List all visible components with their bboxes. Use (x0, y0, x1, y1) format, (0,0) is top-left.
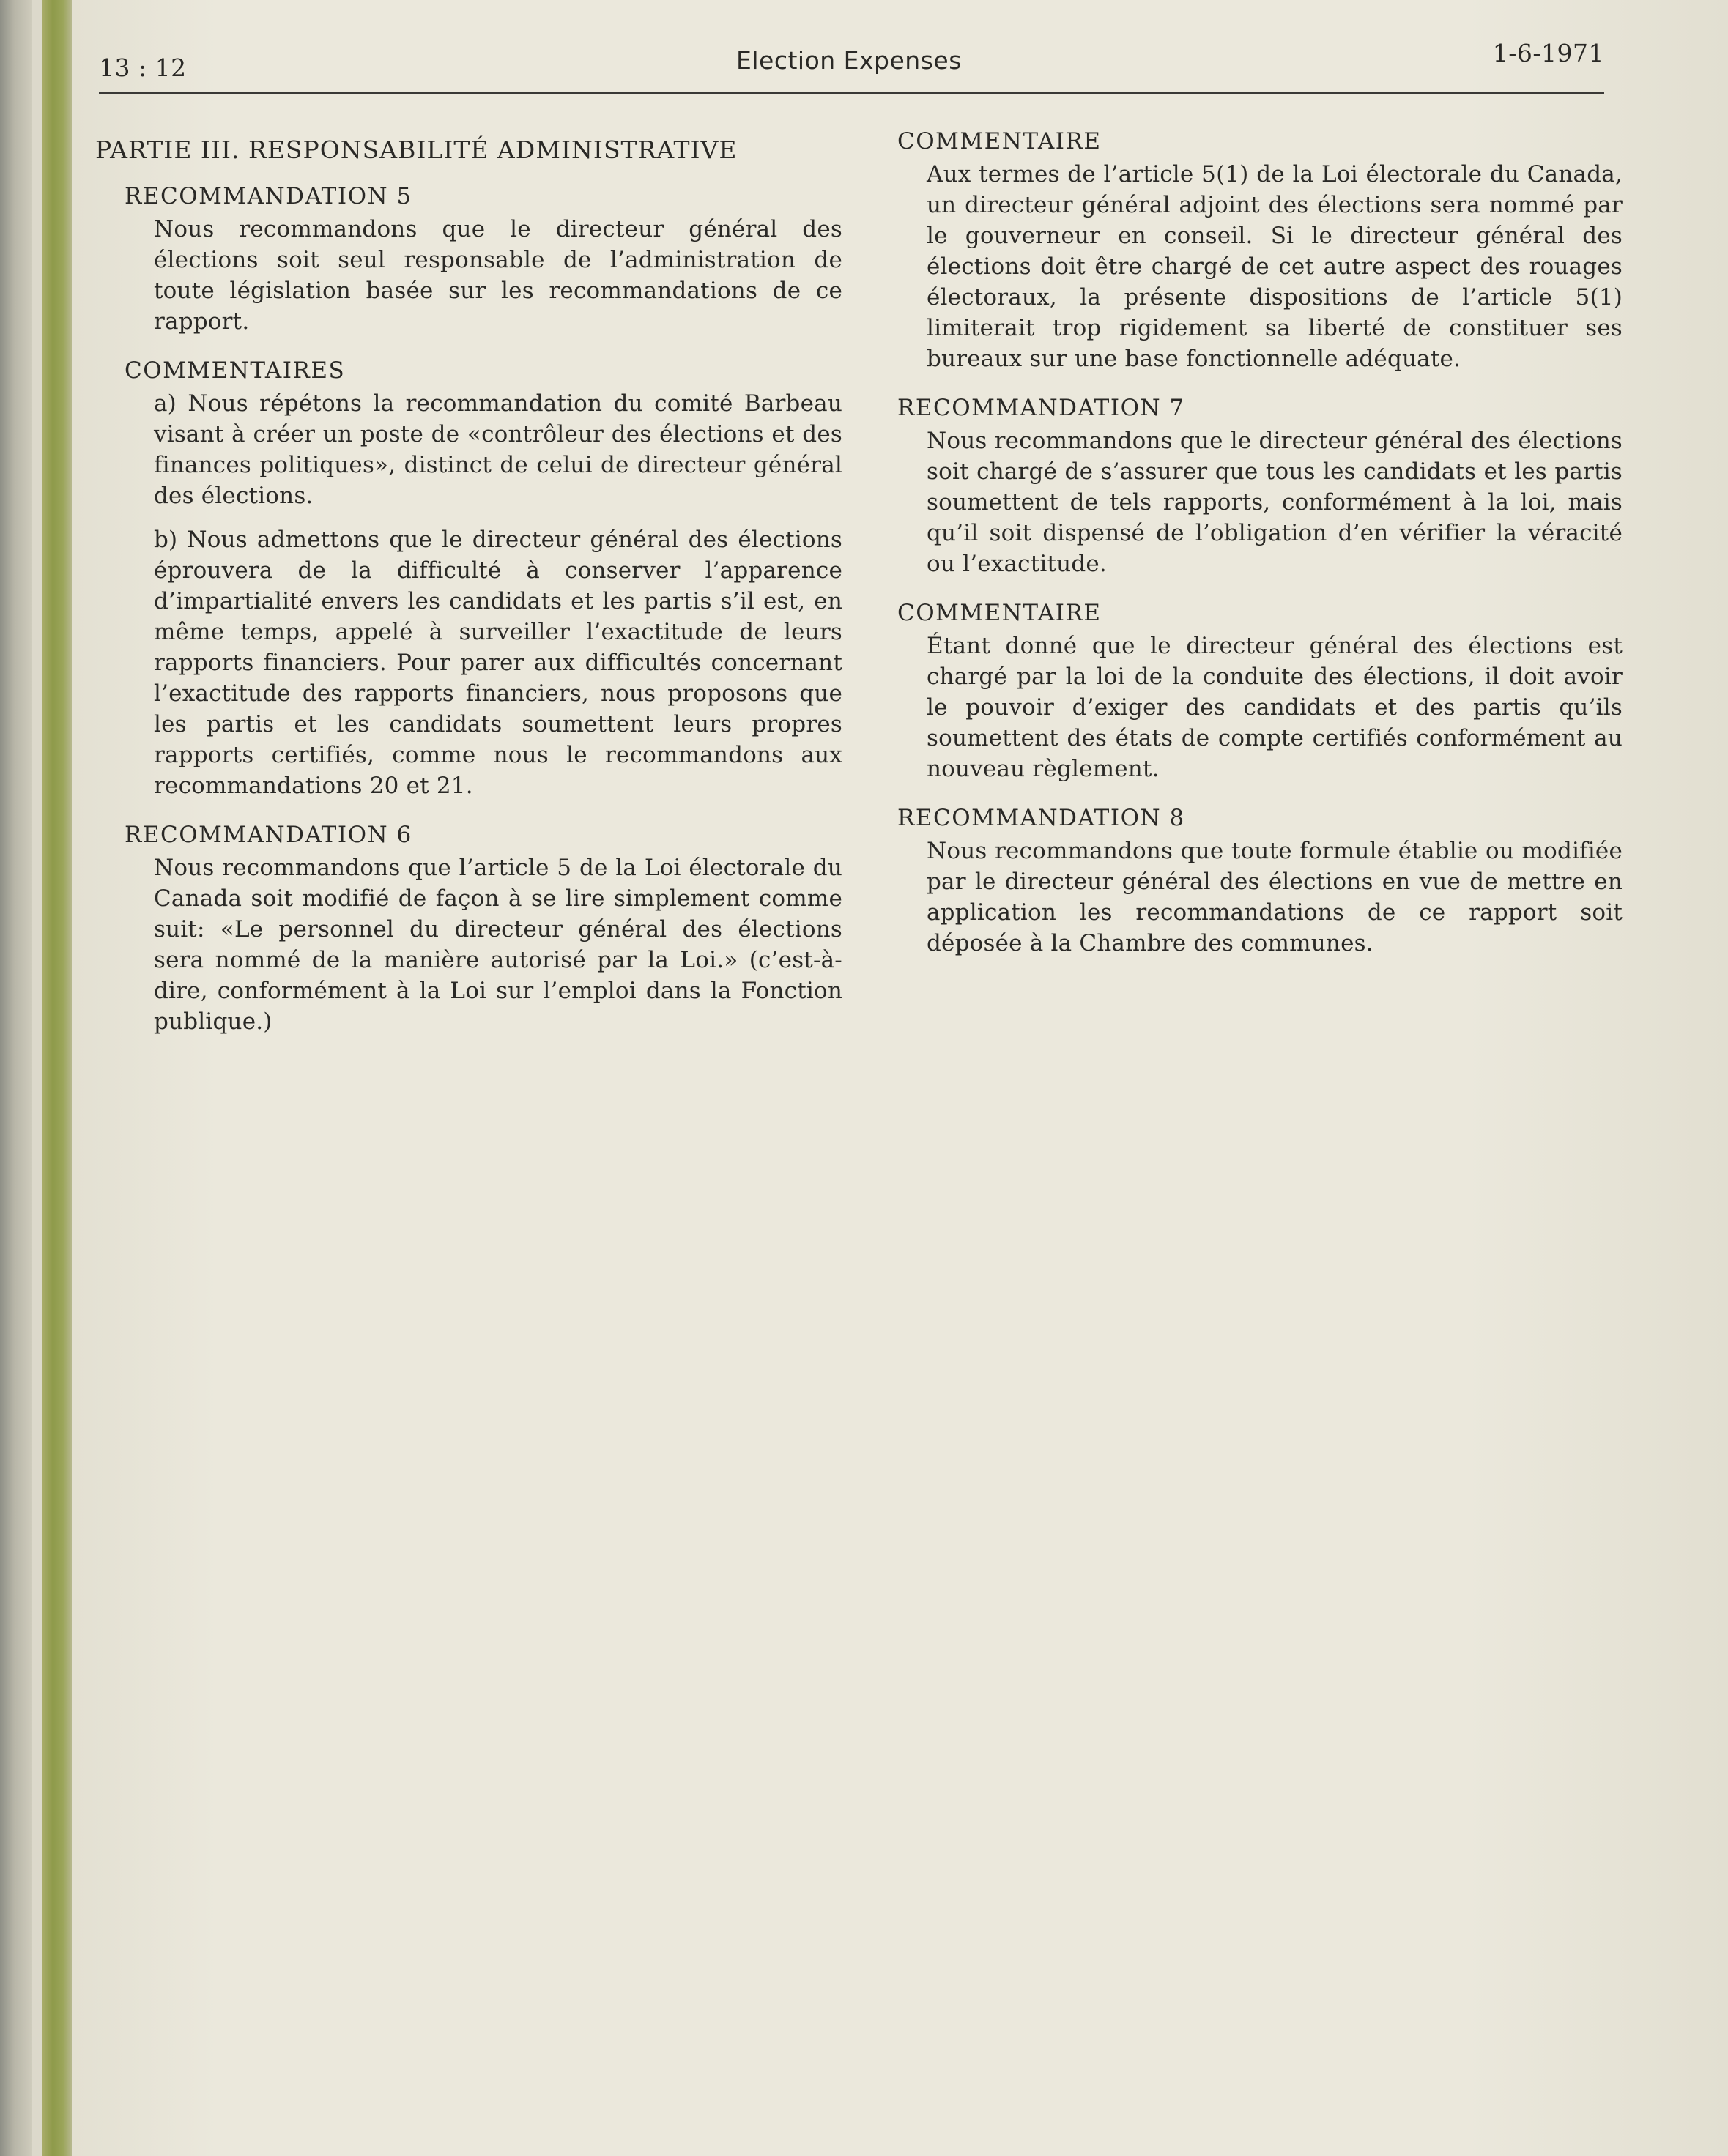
recommendation-7-text: Nous recommandons que le directeur général des élections soit chargé de s’assurer que tous les candidats et les partis soumettent de tels rapports, conformément à la loi, mais qu’il soit dispensé de l’obligation d’en vérifier la véracité ou l’exactitude. (927, 428, 1623, 577)
recommendation-8-heading: RECOMMANDATION 8 (897, 805, 1185, 831)
comment-heading-1: COMMENTAIRE (897, 128, 1102, 155)
recommendation-5-heading: RECOMMANDATION 5 (125, 183, 412, 209)
comment-text-1: Aux termes de l’article 5(1) de la Loi électorale du Canada, un directeur général adjoint des élections sera nommé par le gouverneur en conseil. Si le directeur général des élections doit être chargé de cet autre aspect des rouages électoraux, la présente dispositions de l’article 5(1) limiterait trop rigidement sa liberté de constituer ses bureaux sur une base fonctionnelle adéquate. (927, 161, 1623, 372)
comment-a-text: a) Nous répétons la recommandation du comité Barbeau visant à créer un poste de «contrôleur des élections et des finances politiques», distinct de celui de directeur général des élections. (154, 390, 842, 509)
recommendation-8-text: Nous recommandons que toute formule établie ou modifiée par le directeur général des élections en vue de mettre en application les recommandations de ce rapport soit déposée à la Chambre des communes. (927, 838, 1623, 956)
comments-heading: COMMENTAIRES (125, 357, 346, 384)
book-binding-edge (0, 0, 32, 2156)
comment-b-text: b) Nous admettons que le directeur général des élections éprouvera de la difficulté à conserver l’apparence d’impartialité envers les candidats et les partis s’il est, en même temps, appelé à surveiller l’exactitude de leurs rapports financiers. Pour parer aux difficultés concernant l’exactitude des rapports financiers, nous proposons que les partis et les candidats soumettent leurs propres rapports certifiés, comme nous le recommandons aux recommandations 20 et 21. (154, 527, 842, 799)
recommendation-5-text: Nous recommandons que le directeur général des élections soit seul responsable de l’administration de toute législation basée sur les recommandations de ce rapport. (154, 216, 842, 335)
book-binding-stripe (42, 0, 72, 2156)
recommendation-6-heading: RECOMMANDATION 6 (125, 822, 412, 848)
recommendation-6-text: Nous recommandons que l’article 5 de la Loi électorale du Canada soit modifié de façon à se lire simplement comme suit: «Le personnel du directeur général des élections sera nommé de la manière autorisé par la Loi.» (c’est-à-dire, conformément à la Loi sur l’emploi dans la Fonction publique.) (154, 855, 842, 1035)
right-column (897, 128, 1623, 972)
running-title: Election Expenses (736, 46, 962, 75)
recommendation-7-heading: RECOMMANDATION 7 (897, 395, 1185, 421)
page-header (99, 40, 1604, 94)
left-column (95, 128, 842, 1050)
part-title: PARTIE III. RESPONSABILITÉ ADMINISTRATIVE (95, 135, 738, 164)
comment-text-2: Étant donné que le directeur général des élections est chargé par la loi de la conduite des élections, il doit avoir le pouvoir d’exiger des candidats et des partis qu’ils soumettent des états de compte certifiés conformément au nouveau règlement. (927, 633, 1623, 782)
comment-heading-2: COMMENTAIRE (897, 600, 1102, 626)
header-date: 1-6-1971 (1492, 39, 1604, 67)
page-number: 13 : 12 (99, 53, 187, 82)
